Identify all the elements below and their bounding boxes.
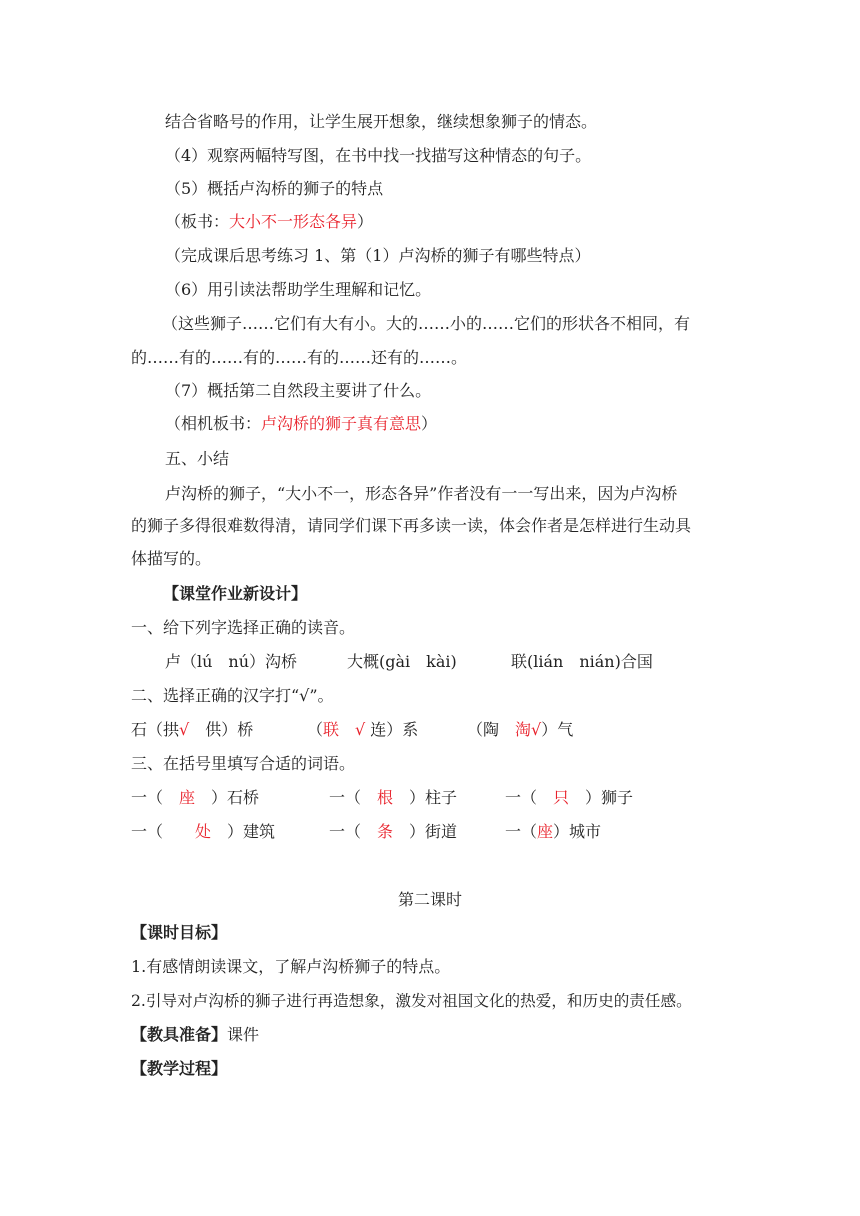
text: 一（ <box>329 822 378 841</box>
text-line: 的……有的……有的……有的……还有的……。 <box>131 348 468 367</box>
q2-item <box>467 720 573 740</box>
text: 连）系 <box>365 720 419 739</box>
text: （板书： <box>165 212 230 231</box>
section-heading: 五、小结 <box>165 449 230 468</box>
goal-item: 2.引导对卢沟桥的狮子进行再造想象，激发对祖国文化的热爱，和历史的责任感。 <box>131 992 692 1010</box>
board-text: 卢沟桥的狮子真有意思 <box>261 414 422 433</box>
text: （ <box>307 720 324 739</box>
tools-text: 课件 <box>227 1025 260 1044</box>
text: ）柱子 <box>393 788 458 807</box>
text-line: （5）概括卢沟桥的狮子的特点 <box>165 179 384 198</box>
text: ）建筑 <box>211 822 276 841</box>
question-1: 一、给下列字选择正确的读音。 <box>131 618 356 637</box>
answer: 处 <box>195 822 212 841</box>
text: 供）桥 <box>189 720 254 739</box>
fill-item <box>131 822 275 842</box>
text: ） <box>421 414 438 433</box>
text: ）街道 <box>393 822 458 841</box>
tools-line <box>131 1025 259 1045</box>
fill-item <box>329 788 457 808</box>
text: 一（ <box>131 788 180 807</box>
homework-title: 【课堂作业新设计】 <box>163 584 308 603</box>
answer: 淘√ <box>515 720 542 739</box>
q1-item: 大概(gài kài) <box>347 652 457 671</box>
text: （陶 <box>467 720 516 739</box>
text: ）城市 <box>553 822 602 841</box>
fill-item <box>131 788 259 808</box>
text-line: （4）观察两幅特写图，在书中找一找描写这种情态的句子。 <box>165 146 592 165</box>
lesson-heading: 第二课时 <box>397 890 462 909</box>
text-line: 结合省略号的作用，让学生展开想象，继续想象狮子的情态。 <box>165 112 598 131</box>
text-line: （这些狮子……它们有大有小。大的……小的……它们的形状各不相同，有 <box>162 314 691 333</box>
text: 一（ <box>329 788 378 807</box>
text: 石（拱 <box>131 720 180 739</box>
check-mark: √ <box>179 720 190 739</box>
process-title: 【教学过程】 <box>131 1059 228 1078</box>
tools-title: 【教具准备】 <box>131 1025 228 1044</box>
answer: 只 <box>553 788 570 807</box>
text: ） <box>357 212 374 231</box>
text: 一（ <box>505 822 538 841</box>
answer: 座 <box>537 822 554 841</box>
fill-item <box>329 822 457 842</box>
q2-item <box>307 720 418 740</box>
board-note <box>165 414 437 434</box>
text: （相机板书： <box>165 414 262 433</box>
text: 一（ <box>505 788 554 807</box>
text-line: 卢沟桥的狮子，“大小不一，形态各异”作者没有一一写出来，因为卢沟桥 <box>165 484 678 503</box>
fill-item <box>505 788 633 808</box>
goal-title: 【课时目标】 <box>131 923 228 942</box>
question-2: 二、选择正确的汉字打“√”。 <box>131 686 334 705</box>
text-line: （6）用引读法帮助学生理解和记忆。 <box>165 280 432 299</box>
text: 一（ <box>131 822 196 841</box>
question-3: 三、在括号里填写合适的词语。 <box>131 754 356 773</box>
text-line: 的狮子多得很难数得清，请同学们课下再多读一读，体会作者是怎样进行生动具 <box>131 516 692 535</box>
text-line: （7）概括第二自然段主要讲了什么。 <box>165 381 432 400</box>
board-note <box>165 212 373 232</box>
text: ）狮子 <box>569 788 634 807</box>
answer: 根 <box>377 788 394 807</box>
q1-item: 联(lián nián)合国 <box>511 652 653 671</box>
answer: 联 √ <box>323 720 366 739</box>
q2-item <box>131 720 253 740</box>
board-text: 大小不一形态各异 <box>229 212 358 231</box>
text-line: （完成课后思考练习 1、第（1）卢沟桥的狮子有哪些特点） <box>165 246 591 265</box>
text: ）石桥 <box>195 788 260 807</box>
text: ）气 <box>541 720 574 739</box>
fill-item <box>505 822 601 842</box>
q1-item: 卢（lú nú）沟桥 <box>165 652 298 671</box>
answer: 座 <box>179 788 196 807</box>
answer: 条 <box>377 822 394 841</box>
goal-item: 1.有感情朗读课文，了解卢沟桥狮子的特点。 <box>131 957 451 976</box>
text-line: 体描写的。 <box>131 549 212 568</box>
